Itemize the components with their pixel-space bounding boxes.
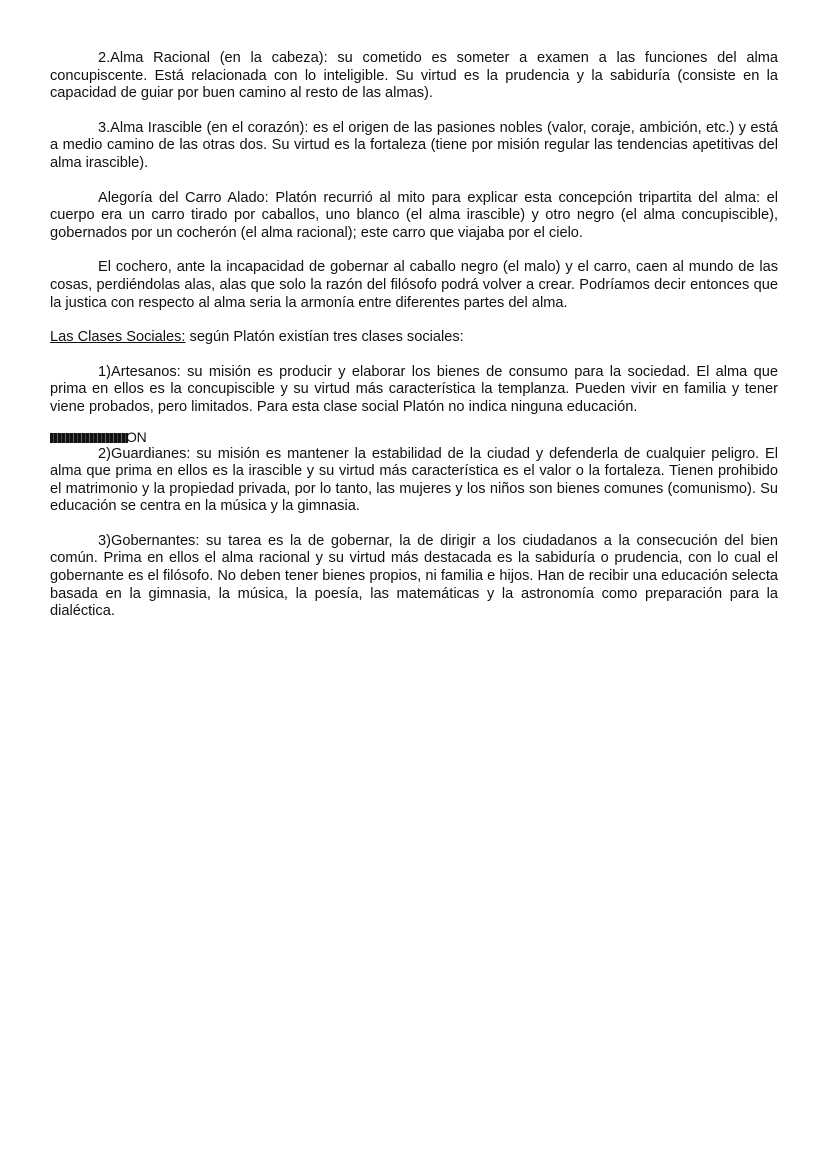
clases-sociales-heading: Las Clases Sociales:	[50, 329, 186, 346]
clases-sociales-intro	[50, 329, 778, 347]
paragraph-alegoria-carro-alado: Alegoría del Carro Alado: Platón recurrió al mito para explicar esta concepción tripartita del alma: el cuerpo era un carro tirado por caballos, uno blanco (el alma irascible) y otro negro (el alma concupiscible), gobernados por un cocherón (el alma racional); este carro que viajaba por el cielo.	[50, 189, 778, 241]
scribble-mark	[50, 433, 128, 443]
document-page	[50, 50, 778, 638]
paragraph-guardianes: 2)Guardianes: su misión es mantener la estabilidad de la ciudad y defenderla de cualquier peligro. El alma que prima en ellos es la irascible y su virtud más característica es el valor o la fortaleza. Tienen prohibido el matrimonio y la propiedad privada, por lo tanto, las mujeres y los niños son bienes comunes (comunismo). Su educación se centra en la música y la gimnasia.	[50, 445, 778, 515]
paragraph-cochero: El cochero, ante la incapacidad de gobernar al caballo negro (el malo) y el carro, caen al mundo de las cosas, perdiéndolas alas, alas que solo la razón del filósofo podrá volver a crear. Podríamos decir entonces que la justica con respecto al alma seria la armonía entre diferentes partes del alma.	[50, 259, 778, 311]
paragraph-alma-irascible: 3.Alma Irascible (en el corazón): es el origen de las pasiones nobles (valor, coraje, ambición, etc.) y está a medio camino de las otras dos. Su virtud es la fortaleza (tiene por misión regular las tendencias apetitivas del alma irascible).	[50, 119, 778, 171]
clases-sociales-intro-text: según Platón existían tres clases sociales:	[185, 329, 464, 346]
overprint-artifact-text: ON	[126, 428, 147, 445]
paragraph-alma-racional: 2.Alma Racional (en la cabeza): su cometido es someter a examen a las funciones del alma concupiscente. Está relacionada con lo inteligible. Su virtud es la prudencia y la sabiduría (consiste en la capacidad de guiar por buen camino al resto de las almas).	[50, 50, 778, 102]
overprint-artifact	[50, 430, 146, 444]
paragraph-gobernantes: 3)Gobernantes: su tarea es la de gobernar, la de dirigir a los ciudadanos a la consecución del bien común. Prima en ellos el alma racional y su virtud más destacada es la sabiduría o prudencia, con lo cual el gobernante es el filósofo. No deben tener bienes propios, ni familia e hijos. Han de recibir una educación selecta basada en la gimnasia, la música, la poesía, las matemáticas y la astronomía como preparación para la dialéctica.	[50, 532, 778, 620]
paragraph-artesanos: 1)Artesanos: su misión es producir y elaborar los bienes de consumo para la sociedad. El alma que prima en ellos es la concupiscible y su virtud más característica la templanza. Pueden vivir en familia y tener viene probados, pero limitados. Para esta clase social Platón no indica ninguna educación.	[50, 363, 778, 415]
overprint-artifact-line	[50, 428, 778, 446]
